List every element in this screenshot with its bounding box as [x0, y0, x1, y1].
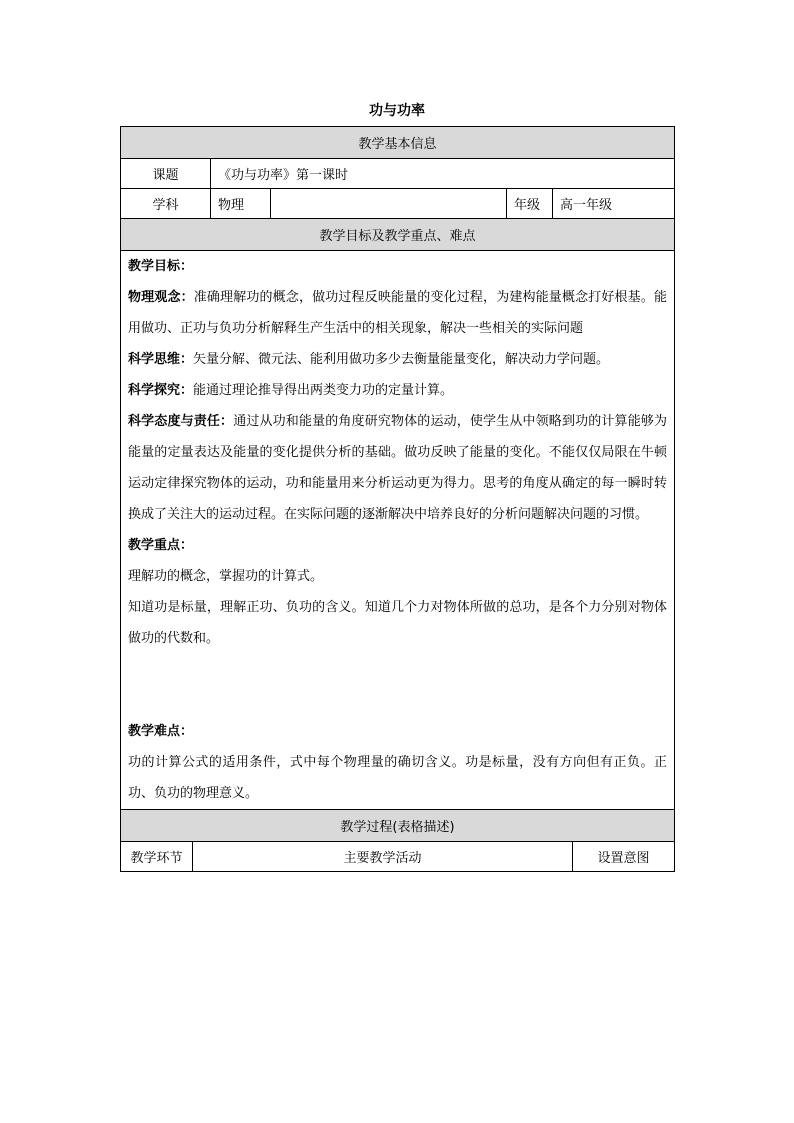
attitude-paragraph [128, 406, 667, 530]
scientific-inquiry-text: 能通过理论推导得出两类变力功的定量计算。 [193, 383, 454, 398]
objectives-heading: 教学目标： [128, 259, 194, 274]
process-header: 教学过程(表格描述) [121, 810, 675, 842]
key-points-line1: 理解功的概念，掌握功的计算式。 [128, 569, 324, 584]
attitude-text: 通过从功和能量的角度研究物体的运动，使学生从中领略到功的计算能够为能量的定量表达及能量的变化提供分析的基础。做功反映了能量的变化。不能仅仅局限在牛顿运动定律探究物体的运动，功和能量用来分析运动更为得力。思考的角度从确定的每一瞬时转换成了关注大的运动过程。在实际问题的逐渐解决中培养良好的分析问题解决问题的习惯。 [128, 414, 668, 522]
scientific-inquiry-label: 科学探究： [128, 383, 194, 398]
key-points-heading: 教学重点： [128, 538, 194, 553]
process-header-row [121, 810, 675, 842]
process-column-activity: 主要教学活动 [193, 842, 573, 872]
grade-value: 高一年级 [553, 189, 675, 219]
scientific-thinking-paragraph [128, 344, 667, 375]
physics-concept-paragraph [128, 282, 667, 344]
basic-info-header-row [121, 127, 675, 159]
grade-label: 年级 [507, 189, 553, 219]
objectives-body [121, 251, 675, 810]
topic-row [121, 159, 675, 189]
page-title: 功与功率 [369, 103, 425, 119]
difficulties-heading: 教学难点： [128, 724, 194, 739]
physics-concept-label: 物理观念： [128, 290, 194, 305]
objectives-header-row [121, 219, 675, 251]
basic-info-header: 教学基本信息 [121, 127, 675, 159]
subject-empty-cell [271, 189, 507, 219]
blank-space [128, 654, 667, 716]
subject-label: 学科 [121, 189, 211, 219]
objectives-body-row [121, 251, 675, 810]
process-column-stage: 教学环节 [121, 842, 193, 872]
physics-concept-text: 准确理解功的概念，做功过程反映能量的变化过程，为建构能量概念打好根基。能用做功、正功与负功分析解释生产生活中的相关现象，解决一些相关的实际问题 [128, 290, 667, 336]
topic-value: 《功与功率》第一课时 [211, 159, 675, 189]
key-points-line2: 知道功是标量，理解正功、负功的含义。知道几个力对物体所做的总功，是各个力分别对物体做功的代数和。 [128, 600, 668, 646]
subject-row [121, 189, 675, 219]
scientific-inquiry-paragraph [128, 375, 667, 406]
subject-value: 物理 [211, 189, 271, 219]
attitude-label: 科学态度与责任： [128, 414, 234, 429]
lesson-plan-table [120, 126, 675, 872]
difficulties-text: 功的计算公式的适用条件，式中每个物理量的确切含义。功是标量，没有方向但有正负。正功、负功的物理意义。 [128, 755, 668, 801]
scientific-thinking-label: 科学思维： [128, 352, 194, 367]
process-columns-row [121, 842, 675, 872]
scientific-thinking-text: 矢量分解、微元法、能利用做功多少去衡量能量变化，解决动力学问题。 [193, 352, 610, 367]
objectives-header: 教学目标及教学重点、难点 [121, 219, 675, 251]
process-column-intent: 设置意图 [573, 842, 675, 872]
topic-label: 课题 [121, 159, 211, 189]
